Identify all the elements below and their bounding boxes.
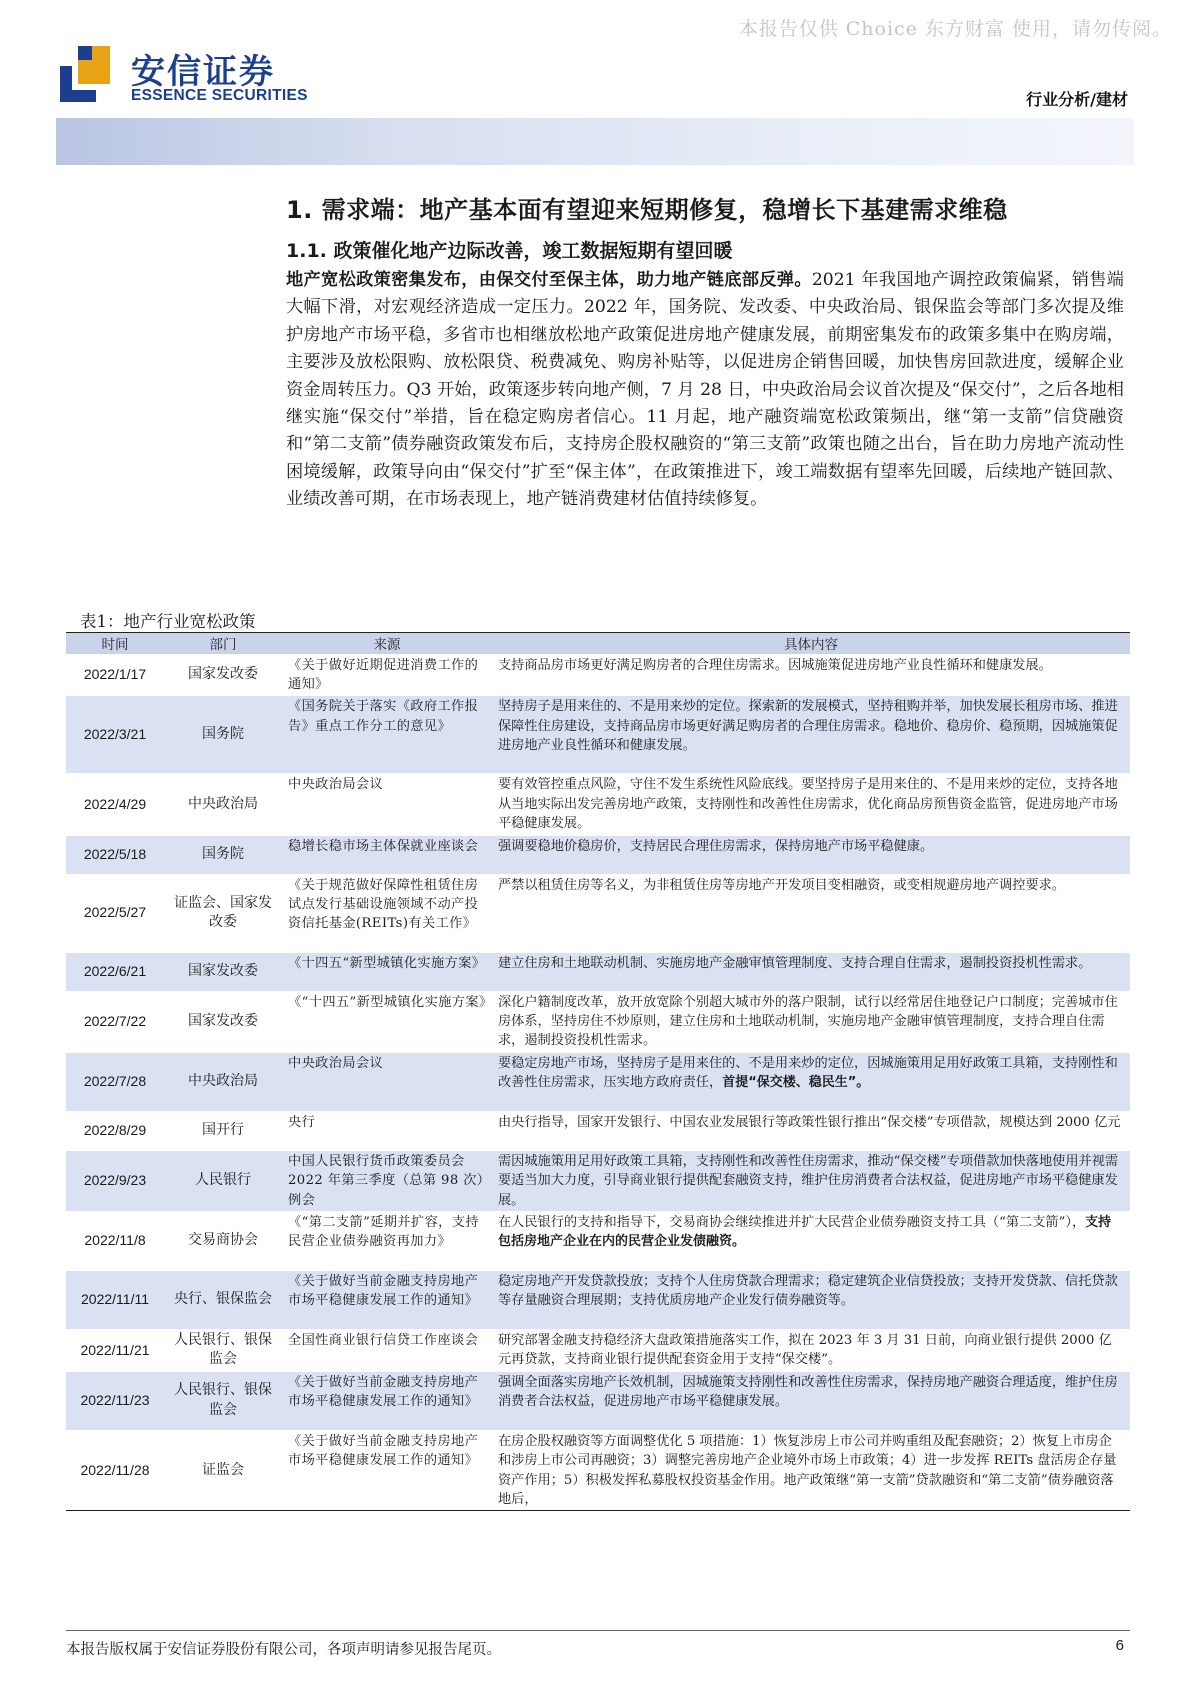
cell-dept: 国务院 xyxy=(164,696,282,774)
cell-source: 央行 xyxy=(282,1111,492,1150)
body-paragraph xyxy=(286,267,1124,514)
cell-dept: 国家发改委 xyxy=(164,654,282,696)
cell-content xyxy=(492,696,1130,774)
cell-date: 2022/5/27 xyxy=(66,874,164,952)
cell-source: 《“十四五”新型城镇化实施方案》 xyxy=(282,991,492,1052)
brand-name-cn: 安信证券 xyxy=(131,52,275,92)
content-text: 强调全面落实房地产长效机制，因城施策支持刚性和改善性住房需求，保持房地产融资合理适度，维护住房消费者合法权益，促进房地产市场平稳健康发展。 xyxy=(498,1374,1118,1410)
cell-content xyxy=(492,1052,1130,1111)
cell-dept: 证监会 xyxy=(164,1430,282,1511)
content-text: 深化户籍制度改革，放开放宽除个别超大城市外的落户限制，试行以经常居住地登记户口制度；完善城市住房体系，坚持房住不炒原则，建立住房和土地联动机制，实施房地产金融审慎管理制度，支持合理自住需求，遏制投资投机性需求。 xyxy=(498,994,1118,1049)
table-row xyxy=(66,1150,1130,1211)
report-category: 行业分析/建材 xyxy=(1026,90,1128,109)
content-text: 要稳定房地产市场，坚持房子是用来住的、不是用来炒的定位，因城施策用足用好政策工具箱，支持刚性和改善性住房需求，压实地方政府责任， xyxy=(498,1055,1118,1091)
table-row xyxy=(66,1329,1130,1371)
content-text: 在房企股权融资等方面调整优化 5 项措施：1）恢复涉房上市公司并购重组及配套融资；2）恢复上市房企和涉房上市公司再融资；3）调整完善房地产企业境外市场上市政策；4）进一步发挥 REITs 盘活房企存量资产作用；5）积极发挥私募股权投资基金作用。地产政策继“第一支箭”贷款融资和“第二支箭”债券融资落地后， xyxy=(498,1433,1117,1507)
content-text: 在人民银行的支持和指导下，交易商协会继续推进并扩大民营企业债券融资支持工具（“第二支箭”）， xyxy=(498,1214,1086,1230)
cell-dept: 中央政治局 xyxy=(164,774,282,835)
cell-source: 《关于做好当前金融支持房地产市场平稳健康发展工作的通知》 xyxy=(282,1430,492,1511)
cell-date: 2022/8/29 xyxy=(66,1111,164,1150)
header-dept: 部门 xyxy=(164,633,282,654)
cell-content xyxy=(492,1111,1130,1150)
cell-source: 全国性商业银行信贷工作座谈会 xyxy=(282,1329,492,1371)
table-row xyxy=(66,774,1130,835)
cell-dept: 人民银行、银保监会 xyxy=(164,1329,282,1371)
cell-dept: 国家发改委 xyxy=(164,991,282,1052)
section-heading: 1. 需求端：地产基本面有望迎来短期修复，稳增长下基建需求维稳 xyxy=(286,196,1008,224)
cell-source: 中国人民银行货币政策委员会 2022 年第三季度（总第 98 次）例会 xyxy=(282,1150,492,1211)
cell-content xyxy=(492,991,1130,1052)
cell-content xyxy=(492,835,1130,874)
cell-date: 2022/1/17 xyxy=(66,654,164,696)
cell-content xyxy=(492,952,1130,991)
table-row xyxy=(66,1270,1130,1329)
content-text: 严禁以租赁住房等名义，为非租赁住房等房地产开发项目变相融资，或变相规避房地产调控要求。 xyxy=(498,877,1066,893)
cell-content xyxy=(492,1430,1130,1511)
cell-content xyxy=(492,1270,1130,1329)
header-source: 来源 xyxy=(282,633,492,654)
cell-dept: 中央政治局 xyxy=(164,1052,282,1111)
subsection-heading: 1.1. 政策催化地产边际改善，竣工数据短期有望回暖 xyxy=(286,240,733,262)
cell-date: 2022/11/28 xyxy=(66,1430,164,1511)
cell-content xyxy=(492,774,1130,835)
header-content: 具体内容 xyxy=(492,633,1130,654)
cell-source: 《关于做好近期促进消费工作的通知》 xyxy=(282,654,492,696)
brand-name-en: ESSENCE SECURITIES xyxy=(131,87,308,104)
cell-source: 中央政治局会议 xyxy=(282,1052,492,1111)
cell-date: 2022/11/21 xyxy=(66,1329,164,1371)
content-text: 稳定房地产开发贷款投放；支持个人住房贷款合理需求；稳定建筑企业信贷投放；支持开发贷款、信托贷款等存量融资合理展期；支持优质房地产企业发行债券融资等。 xyxy=(498,1273,1118,1309)
table-row xyxy=(66,1430,1130,1511)
table-row xyxy=(66,874,1130,952)
cell-source: 稳增长稳市场主体保就业座谈会 xyxy=(282,835,492,874)
cell-date: 2022/6/21 xyxy=(66,952,164,991)
cell-dept: 交易商协会 xyxy=(164,1211,282,1270)
table-header-row xyxy=(66,633,1130,654)
cell-content xyxy=(492,1329,1130,1371)
cell-content xyxy=(492,874,1130,952)
cell-date: 2022/3/21 xyxy=(66,696,164,774)
cell-source: 《“第二支箭”延期并扩容，支持民营企业债券融资再加力》 xyxy=(282,1211,492,1270)
brand-logo xyxy=(56,44,308,106)
cell-date: 2022/5/18 xyxy=(66,835,164,874)
table-row xyxy=(66,952,1130,991)
cell-dept: 国务院 xyxy=(164,835,282,874)
footer-disclaimer: 本报告版权属于安信证券股份有限公司，各项声明请参见报告尾页。 xyxy=(66,1642,501,1658)
header-band xyxy=(56,118,1134,165)
content-text: 需因城施策用足用好政策工具箱，支持刚性和改善性住房需求，推动“保交楼”专项借款加快落地使用并视需要适当加大力度，引导商业银行提供配套融资支持，维护住房消费者合法权益，促进房地产市场平稳健康发展。 xyxy=(498,1153,1119,1208)
page-number: 6 xyxy=(1115,1637,1124,1654)
content-text: 支持商品房市场更好满足购房者的合理住房需求。因城施策促进房地产业良性循环和健康发展。 xyxy=(498,657,1052,673)
content-bold-text: 首提“保交楼、稳民生”。 xyxy=(722,1075,870,1091)
cell-dept: 人民银行 xyxy=(164,1150,282,1211)
cell-date: 2022/7/28 xyxy=(66,1052,164,1111)
cell-dept: 国家发改委 xyxy=(164,952,282,991)
cell-date: 2022/7/22 xyxy=(66,991,164,1052)
content-text: 要有效管控重点风险，守住不发生系统性风险底线。要坚持房子是用来住的、不是用来炒的定位，支持各地从当地实际出发完善房地产政策，支持刚性和改善性住房需求，优化商品房预售资金监管，促进房地产市场平稳健康发展。 xyxy=(498,777,1118,832)
logo-mark-icon xyxy=(56,44,112,104)
cell-source: 《关于规范做好保障性租赁住房试点发行基础设施领域不动产投资信托基金(REITs)有关工作》 xyxy=(282,874,492,952)
policy-table xyxy=(66,632,1130,1511)
table-row xyxy=(66,991,1130,1052)
cell-source: 《十四五“新型城镇化实施方案》 xyxy=(282,952,492,991)
cell-dept: 央行、银保监会 xyxy=(164,1270,282,1329)
table-row xyxy=(66,1371,1130,1430)
cell-dept: 国开行 xyxy=(164,1111,282,1150)
watermark: 本报告仅供 Choice 东方财富 使用，请勿传阅。 xyxy=(738,18,1172,40)
cell-source: 《关于做好当前金融支持房地产市场平稳健康发展工作的通知》 xyxy=(282,1270,492,1329)
cell-date: 2022/4/29 xyxy=(66,774,164,835)
cell-source: 《关于做好当前金融支持房地产市场平稳健康发展工作的通知》 xyxy=(282,1371,492,1430)
content-text: 研究部署金融支持稳经济大盘政策措施落实工作，拟在 2023 年 3 月 31 日前，向商业银行提供 2000 亿元再贷款，支持商业银行提供配套资金用于支持“保交楼”。 xyxy=(498,1332,1112,1368)
cell-content xyxy=(492,1150,1130,1211)
lead-sentence: 地产宽松政策密集发布，由保交付至保主体，助力地产链底部反弹。 xyxy=(286,270,812,290)
footer-divider xyxy=(66,1630,1130,1631)
table-row xyxy=(66,1111,1130,1150)
cell-date: 2022/9/23 xyxy=(66,1150,164,1211)
table-row xyxy=(66,835,1130,874)
table-row xyxy=(66,654,1130,696)
header-date: 时间 xyxy=(66,633,164,654)
table-title: 表1：地产行业宽松政策 xyxy=(80,612,256,631)
cell-content xyxy=(492,654,1130,696)
cell-source: 《国务院关于落实《政府工作报告》重点工作分工的意见》 xyxy=(282,696,492,774)
content-bold-text: 支持包括房地产企业在内的民营企业发债融资。 xyxy=(498,1214,1112,1250)
table-row xyxy=(66,1052,1130,1111)
cell-dept: 证监会、国家发改委 xyxy=(164,874,282,952)
content-text: 建立住房和土地联动机制、实施房地产金融审慎管理制度、支持合理自住需求，遏制投资投机性需求。 xyxy=(498,955,1092,971)
cell-content xyxy=(492,1211,1130,1270)
content-text: 坚持房子是用来住的、不是用来炒的定位。探索新的发展模式，坚持租购并举，加快发展长租房市场、推进保障性住房建设，支持商品房市场更好满足购房者的合理住房需求。稳地价、稳房价、稳预期，因城施策促进房地产业良性循环和健康发展。 xyxy=(498,699,1118,754)
content-text: 由央行指导，国家开发银行、中国农业发展银行等政策性银行推出“保交楼”专项借款，规模达到 2000 亿元 xyxy=(498,1114,1121,1130)
table-row xyxy=(66,1211,1130,1270)
cell-date: 2022/11/11 xyxy=(66,1270,164,1329)
table-row xyxy=(66,696,1130,774)
content-text: 强调要稳地价稳房价，支持居民合理住房需求，保持房地产市场平稳健康。 xyxy=(498,838,934,854)
cell-dept: 人民银行、银保监会 xyxy=(164,1371,282,1430)
body-text: 2021 年我国地产调控政策偏紧，销售端大幅下滑，对宏观经济造成一定压力。2022 年，国务院、发改委、中央政治局、银保监会等部门多次提及维护房地产市场平稳，多省市也相继放松地产政策促进房地产健康发展，前期密集发布的政策多集中在购房端，主要涉及放松限购、放松限贷、税费减免、购房补贴等，以促进房企销售回暖，加快售房回款进度，缓解企业资金周转压力。Q3 开始，政策逐步转向地产侧，7 月 28 日，中央政治局会议首次提及“保交付”，之后各地相继实施“保交付”举措，旨在稳定购房者信心。11 月起，地产融资端宽松政策频出，继“第一支箭”信贷融资和“第二支箭”债券融资政策发布后，支持房企股权融资的“第三支箭”政策也随之出台，旨在助力房地产流动性困境缓解，政策导向由“保交付”扩至“保主体”，在政策推进下，竣工端数据有望率先回暖，后续地产链回款、业绩改善可期，在市场表现上，地产链消费建材估值持续修复。 xyxy=(286,270,1124,510)
cell-content xyxy=(492,1371,1130,1430)
cell-date: 2022/11/23 xyxy=(66,1371,164,1430)
cell-date: 2022/11/8 xyxy=(66,1211,164,1270)
cell-source: 中央政治局会议 xyxy=(282,774,492,835)
